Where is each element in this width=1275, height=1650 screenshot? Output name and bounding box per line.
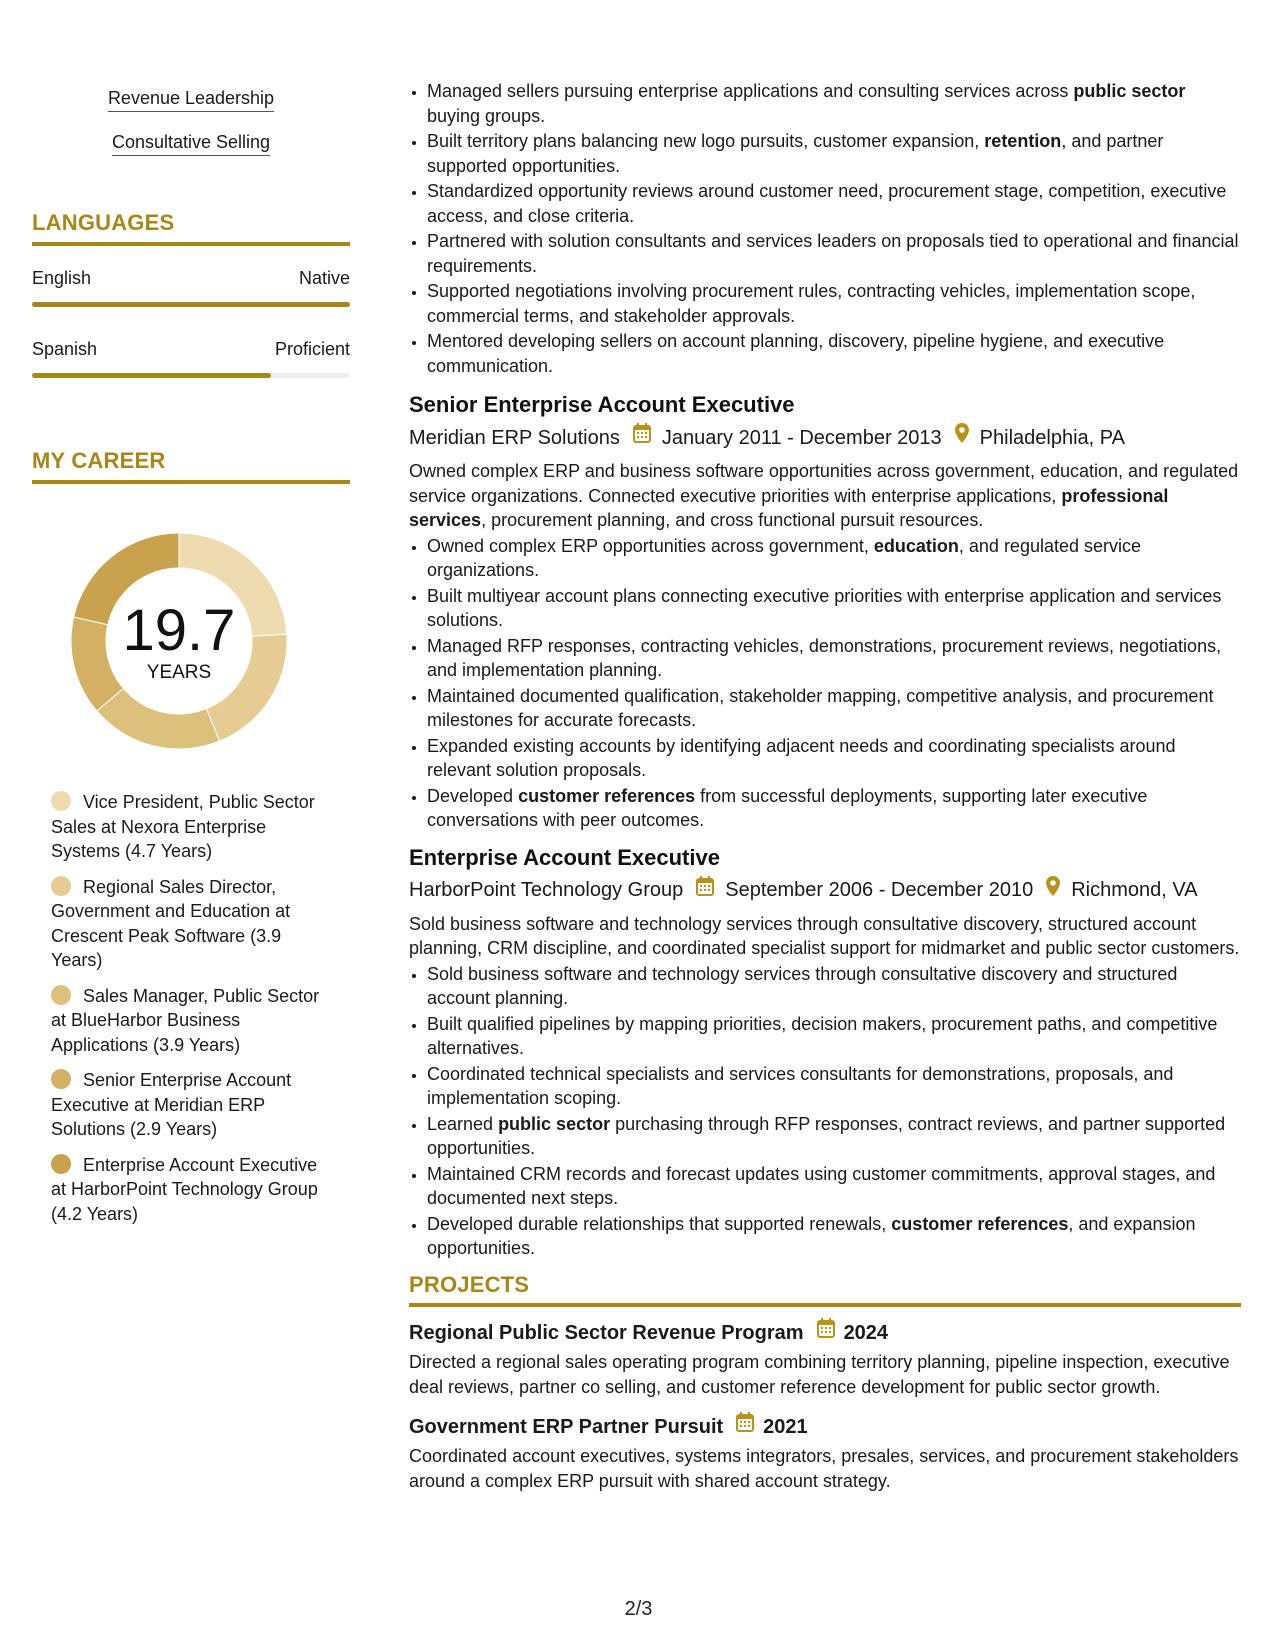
language-row <box>32 337 350 361</box>
career-legend-item <box>51 1153 324 1227</box>
job-location: Philadelphia, PA <box>979 426 1125 449</box>
job-company: HarborPoint Technology Group <box>409 879 684 901</box>
career-section <box>32 448 350 1226</box>
job-description: Owned complex ERP and business software opportunities across government, education, and regulated service organizations. Connected executive priorities with enterprise applications, professional services, procurement planning, and cross functional pursuit resources. <box>409 461 1239 530</box>
bullet-item: • Mentored developing sellers on account planning, discovery, pipeline hygiene, and executive communication. <box>427 329 1241 378</box>
bullet-item: • Owned complex ERP opportunities across government, education, and regulated service organizations. <box>427 534 1241 583</box>
calendar-icon <box>695 875 715 906</box>
bold-keyword: retention <box>984 131 1062 151</box>
calendar-icon <box>632 422 652 453</box>
career-legend-item <box>51 1068 324 1142</box>
legend-label: Regional Sales Director, Government and Education at Crescent Peak Software (3.9 Years) <box>51 876 291 970</box>
career-total-unit: YEARS <box>146 662 212 683</box>
previous-job-bullets <box>409 79 1241 378</box>
bullet-item: • Managed sellers pursuing enterprise applications and consulting services across public sector buying groups. <box>427 79 1241 128</box>
projects-section <box>409 1273 1241 1494</box>
job-meta <box>409 875 1241 906</box>
legend-dot <box>51 876 71 896</box>
job-dates: September 2006 - December 2010 <box>725 879 1034 901</box>
project-header <box>409 1411 1241 1442</box>
project-description: Coordinated account executives, systems integrators, presales, services, and procurement stakeholders around a complex ERP pursuit with shared account strategy. <box>409 1446 1239 1491</box>
project-name: Government ERP Partner Pursuit <box>409 1415 724 1438</box>
project-entry <box>409 1317 1241 1399</box>
left-column <box>32 86 350 1237</box>
language-bar <box>32 302 350 307</box>
language-row <box>32 266 350 290</box>
language-bar-fill <box>32 373 271 378</box>
bold-keyword: education <box>873 535 959 556</box>
languages-section <box>32 210 350 378</box>
section-divider <box>32 480 350 484</box>
job-description: Sold business software and technology services through consultative discovery, structured account planning, CRM discipline, and coordinated specialist support for midmarket and public sector customers. <box>409 913 1240 958</box>
legend-dot <box>51 791 71 811</box>
legend-label: Vice President, Public Sector Sales at Nexora Enterprise Systems (4.7 Years) <box>51 792 315 861</box>
map-pin-icon <box>1045 875 1061 906</box>
section-title: PROJECTS <box>409 1271 530 1297</box>
bullet-item: • Coordinated technical specialists and services consultants for demonstrations, proposals, and implementation scoping. <box>427 1062 1241 1111</box>
bullet-item: • Built territory plans balancing new logo pursuits, customer expansion, retention, and partner supported opportunities. <box>427 129 1241 178</box>
bullet-item: • Maintained CRM records and forecast updates using customer commitments, approval stages, and documented next steps. <box>427 1162 1241 1211</box>
section-divider <box>32 242 350 246</box>
language-level: Proficient <box>274 339 350 359</box>
job-dates: January 2011 - December 2013 <box>661 426 942 449</box>
language-item <box>32 266 350 307</box>
project-year: 2021 <box>763 1415 808 1438</box>
bullet-item: • Maintained documented qualification, stakeholder mapping, competitive analysis, and procurement milestones for accurate forecasts. <box>427 684 1241 733</box>
calendar-icon <box>735 1411 755 1442</box>
section-title: LANGUAGES <box>32 210 175 235</box>
bold-keyword: public sector <box>498 1113 611 1134</box>
career-donut-chart <box>64 526 294 756</box>
bullet-item: • Sold business software and technology services through consultative discovery and structured account planning. <box>427 962 1241 1011</box>
bullet-item: • Built qualified pipelines by mapping priorities, decision makers, procurement paths, and competitive alternatives. <box>427 1012 1241 1061</box>
map-pin-icon <box>954 422 970 453</box>
project-name: Regional Public Sector Revenue Program <box>409 1321 804 1344</box>
career-total-years: 19.7 <box>122 598 236 663</box>
bullet-item: • Learned public sector purchasing through RFP responses, contract reviews, and partner supported opportunities. <box>427 1112 1241 1161</box>
job-entry <box>409 390 1241 833</box>
bold-keyword: public sector <box>1073 81 1186 101</box>
project-year: 2024 <box>843 1321 889 1344</box>
job-bullets <box>409 534 1241 833</box>
bullet-item: • Built multiyear account plans connecting executive priorities with enterprise application and services solutions. <box>427 584 1241 633</box>
bold-keyword: professional services <box>409 485 1169 530</box>
legend-dot <box>51 1069 71 1089</box>
job-company: Meridian ERP Solutions <box>409 426 620 449</box>
project-header <box>409 1317 1241 1348</box>
job-meta <box>409 422 1241 453</box>
bold-keyword: customer references <box>518 785 696 806</box>
legend-dot <box>51 985 71 1005</box>
project-description: Directed a regional sales operating program combining territory planning, pipeline inspection, executive deal reviews, partner co selling, and customer reference development for public sector growth. <box>409 1352 1230 1397</box>
bullet-item: • Partnered with solution consultants and services leaders on proposals tied to operational and financial requirements. <box>427 229 1241 278</box>
legend-label: Enterprise Account Executive at HarborPoint Technology Group (4.2 Years) <box>51 1154 318 1224</box>
section-title: MY CAREER <box>32 448 166 473</box>
bullet-item: • Standardized opportunity reviews around customer need, procurement stage, competition, executive access, and close criteria. <box>427 179 1241 228</box>
skills-list <box>32 86 350 174</box>
language-bar-fill <box>32 302 350 307</box>
language-level: Native <box>298 268 350 288</box>
language-bar <box>32 373 350 378</box>
bullet-item: • Expanded existing accounts by identifying adjacent needs and coordinating specialists around relevant solution proposals. <box>427 734 1241 783</box>
career-legend <box>32 790 324 1226</box>
language-name: English <box>32 268 92 288</box>
job-title: Senior Enterprise Account Executive <box>409 392 795 417</box>
bullet-item: • Supported negotiations involving procurement rules, contracting vehicles, implementation scope, commercial terms, and stakeholder approvals. <box>427 279 1241 328</box>
right-column <box>409 79 1241 1493</box>
bullet-item: • Developed customer references from successful deployments, supporting later executive conversations with peer outcomes. <box>427 784 1241 833</box>
job-entry <box>409 843 1241 1261</box>
skill-tag: Consultative Selling <box>112 130 270 156</box>
calendar-icon <box>816 1317 836 1348</box>
project-entry <box>409 1411 1241 1493</box>
legend-label: Senior Enterprise Account Executive at Meridian ERP Solutions (2.9 Years) <box>51 1070 292 1139</box>
career-legend-item <box>51 875 324 973</box>
legend-dot <box>51 1154 71 1174</box>
skill-tag: Revenue Leadership <box>108 86 274 112</box>
job-location: Richmond, VA <box>1071 879 1198 901</box>
legend-label: Sales Manager, Public Sector at BlueHarbor Business Applications (3.9 Years) <box>51 985 320 1055</box>
language-item <box>32 337 350 378</box>
career-legend-item <box>51 790 324 864</box>
bold-keyword: customer references <box>891 1213 1069 1234</box>
section-divider <box>409 1303 1241 1307</box>
bullet-item: • Managed RFP responses, contracting vehicles, demonstrations, procurement reviews, negotiations, and implementation planning. <box>427 634 1241 683</box>
job-title: Enterprise Account Executive <box>409 844 720 870</box>
career-legend-item <box>51 984 324 1058</box>
bullet-item: • Developed durable relationships that supported renewals, customer references, and expansion opportunities. <box>427 1212 1241 1261</box>
page-number: 2/3 <box>624 1598 653 1620</box>
language-name: Spanish <box>32 339 98 359</box>
job-bullets <box>409 962 1241 1261</box>
